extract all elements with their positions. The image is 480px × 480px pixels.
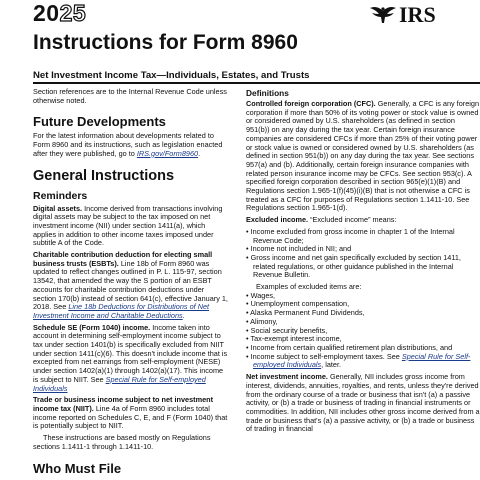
right-column — [246, 88, 480, 437]
schedule-se-paragraph — [33, 324, 229, 394]
list-item: • Income not included in NII; and — [246, 244, 352, 254]
form8960-link[interactable]: IRS.gov/Form8960 — [136, 148, 199, 158]
digital-assets-paragraph — [33, 205, 229, 249]
examples-last-text: • Income subject to self-employment taxes. See — [246, 351, 402, 361]
year-prefix: 20 — [33, 0, 60, 26]
header-divider — [33, 82, 480, 84]
examples-end: , later. — [321, 360, 342, 370]
cfc-paragraph — [246, 100, 480, 213]
charitable-paragraph — [33, 251, 229, 321]
trade-business-paragraph — [33, 396, 229, 431]
future-text: For the latest information about developments related to Form 8960 and its instructions, such as legislation enacted after they were published, go to — [33, 131, 223, 158]
reminders-heading: Reminders — [33, 189, 88, 202]
digital-assets-lead: Digital assets. — [33, 203, 83, 213]
digital-assets-text: Income derived from transactions involving digital assets may be subject to the tax imposed on net investment income (NII) under section 1411(a), which applies in addition to other income taxes imposed under subtitle A of the Code. — [33, 203, 223, 248]
definitions-heading: Definitions — [246, 88, 289, 98]
intro-text: Section references are to the Internal Revenue Code unless otherwise noted. — [33, 87, 227, 105]
who-must-file-heading: Who Must File — [33, 460, 122, 476]
left-column — [33, 88, 229, 479]
nii-lead: Net investment income. — [246, 372, 328, 382]
list-item: • Unemployment compensation, — [246, 299, 350, 309]
irs-logo — [368, 4, 436, 26]
year-suffix: 25 — [59, 0, 87, 26]
list-item: • Tax-exempt interest income, — [246, 334, 342, 344]
schedule-se-text: Income taken into account in determining self-employment income subject to tax under section 1401(b) is specifically excluded from NIIT under section 1411(c)(6). This doesn't include income that is excepted from net earnings from self-employment (NESE) under section 1402(a)(1) through 1402(a)(17). This income is subject to NIIT. See — [33, 322, 228, 384]
list-item: • Gross income and net gain specifically excluded by section 1411, related regulations, or other guidance published in the Internal Revenue Bulletin. — [246, 252, 461, 280]
trade-business-text: Line 4a of Form 8960 includes total income reported on Schedules C, E, and F (Form 1040) that is potentially subject to NIIT. — [33, 403, 228, 431]
self-employed-rule-link[interactable]: Special Rule for Self-employed Individuals — [253, 351, 471, 370]
schedule-se-lead: Schedule SE (Form 1040) income. — [33, 322, 151, 332]
list-item: • Alaska Permanent Fund Dividends, — [246, 308, 365, 318]
irs-wordmark: IRS — [399, 2, 436, 27]
general-instructions-heading: General Instructions — [33, 167, 175, 184]
excluded-income-text: “Excluded income” means: — [308, 215, 397, 225]
excluded-income-paragraph — [246, 216, 480, 225]
trade-business-lead: Trade or business income subject to net investment income tax (NIIT). — [33, 395, 214, 413]
examples-intro: Examples of excluded items are: — [256, 282, 362, 292]
list-item: • Alimony, — [246, 316, 278, 326]
list-item — [246, 353, 480, 370]
charitable-end: . — [182, 310, 185, 320]
future-end: . — [198, 148, 201, 158]
cfc-text: Generally, a CFC is any foreign corporation if more than 50% of its voting power or stock value is owned or considered owned by U.S. shareholders (as defined in section 951(b)) on any day during the tax year. Certain foreign insurance companies are considered CFCs if more than 25% of their voting power or stock value is owned or considered owned by U.S. shareholders (as defined in section 951(b)) on any day during the tax year. See sections 957(a) and (b). Additionally, certain foreign insurance companies with related person insurance income may be CFCs. See section 953(c). A specified foreign corporation described in section 965(e)(1)(B) and Regulations section 1.965-1(f)(45)(i)(B) that is not otherwise a CFC is treated as a CFC for purposes of Regulations section 1.1411-10. See Regulations section 1.965-1(d). — [246, 99, 479, 213]
future-developments-heading: Future Developments — [33, 114, 166, 130]
document-subtitle: Net Investment Income Tax—Individuals, Estates, and Trusts — [33, 70, 310, 81]
future-developments-text — [33, 132, 229, 158]
list-item: • Income excluded from gross income in chapter 1 of the Internal Revenue Code; — [246, 226, 455, 245]
charitable-text: Line 18b of Form 8960 was updated to reflect changes outlined in P. L. 115-97, section 13542, that amended the way the S portion of an ESBT accounts for charitable contribution deductions under section 170(b) instead of section 641(c), effective January 1, 2018. See — [33, 258, 228, 312]
self-employed-link[interactable]: Special Rule for Self-employed Individuals — [33, 374, 206, 393]
list-item: • Income from certain qualified retirement plan distributions, and — [246, 342, 453, 352]
excluded-income-lead: Excluded income. — [246, 215, 309, 225]
excluded-income-list — [246, 228, 480, 280]
nii-paragraph — [246, 373, 480, 434]
document-title: Instructions for Form 8960 — [33, 31, 298, 54]
nii-text: Generally, NII includes gross income from interest, dividends, annuities, royalties, and rents, unless they're derived from the ordinary course of a trade or business that isn't (a) a passive activity, or (b) a trade or business of trading in financial instruments or commodities. In addition, NII includes other gross income derived from a trade or business that's (a) a passive activity, or (b) a trade or business of trading in financial — [246, 372, 480, 434]
list-item: • Wages, — [246, 290, 276, 300]
form-year — [33, 0, 86, 26]
regulations-note: These instructions are based mostly on Regulations sections 1.1411-1 through 1.1411-10. — [33, 433, 211, 451]
list-item: • Social security benefits, — [246, 325, 328, 335]
line-18b-link[interactable]: Line 18b Deductions for Distributions of Net Investment Income and Charitable Deductions — [33, 302, 210, 320]
charitable-lead: Charitable contribution deduction for electing small business trusts (ESBTs). — [33, 250, 213, 268]
examples-list — [246, 292, 480, 370]
eagle-icon — [368, 4, 398, 26]
cfc-lead: Controlled foreign corporation (CFC). — [246, 99, 376, 108]
